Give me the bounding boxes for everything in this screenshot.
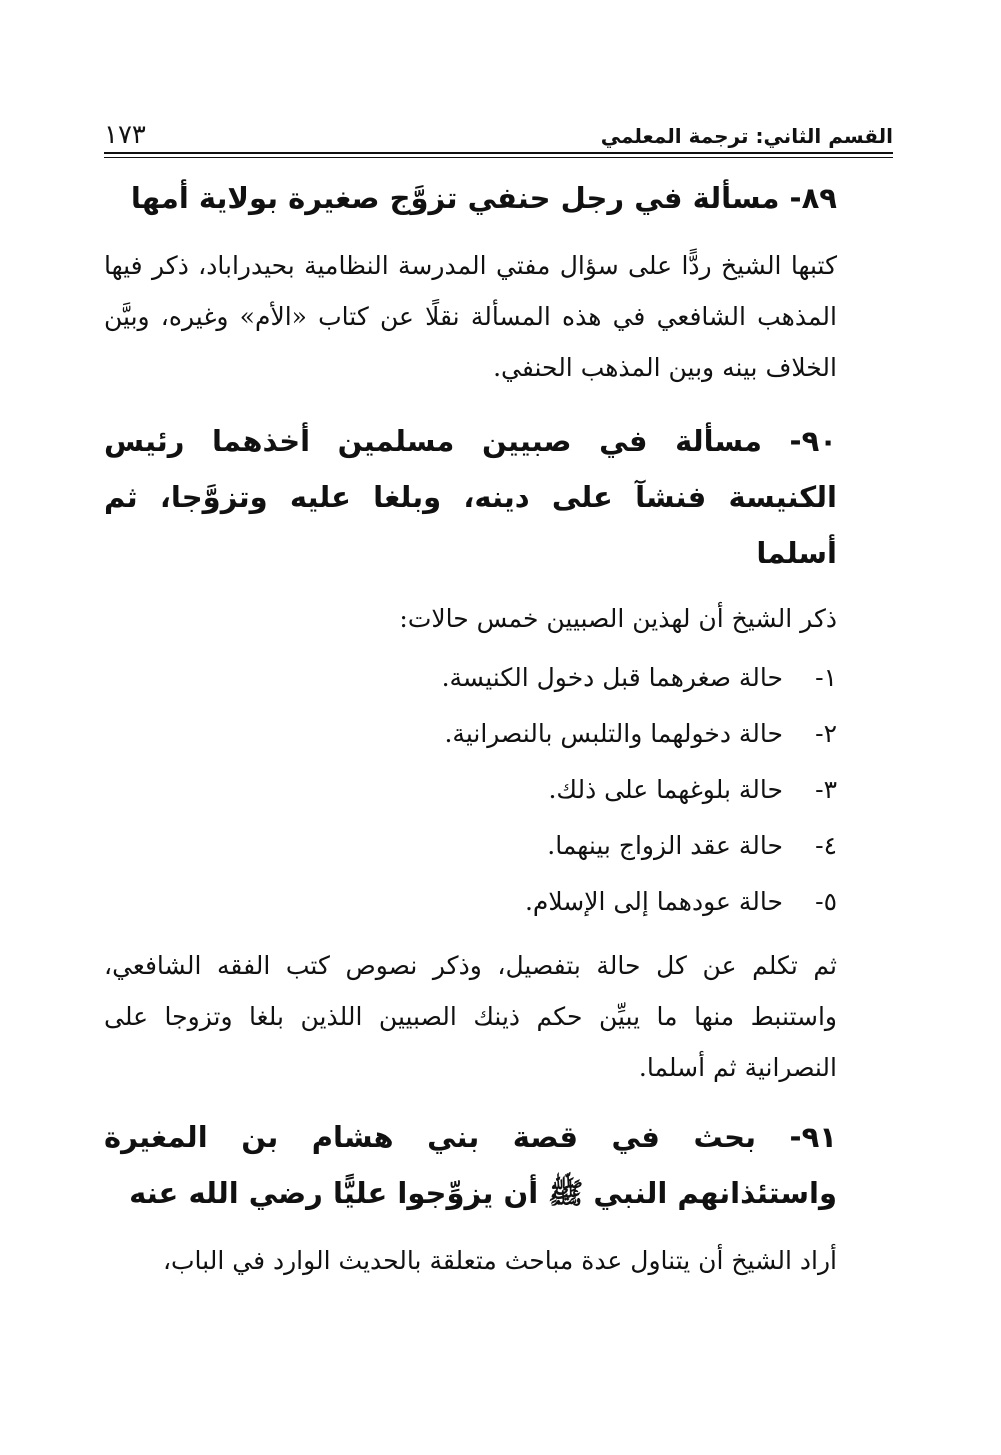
list-item-number: ٤- bbox=[815, 831, 837, 860]
page-content bbox=[104, 170, 837, 1286]
section-paragraph-90: ثم تكلم عن كل حالة بتفصيل، وذكر نصوص كتب الفقه الشافعي، واستنبط منها ما يبيِّن حكم ذينك الصبيين اللذين بلغا وتزوجا على النصرانية ثم أسلما. bbox=[104, 951, 837, 1082]
section-heading-89: ٨٩- مسألة في رجل حنفي تزوَّج صغيرة بولاية أمها bbox=[130, 181, 837, 215]
running-title: القسم الثاني: ترجمة المعلمي bbox=[600, 124, 893, 148]
list-item-text: حالة عقد الزواج بينهما. bbox=[547, 831, 783, 860]
list-item-number: ١- bbox=[815, 663, 837, 692]
section-heading-91: ٩١- بحث في قصة بني هشام بن المغيرة واستئذانهم النبي ﷺ أن يزوِّجوا عليًّا رضي الله عنه bbox=[104, 1120, 837, 1210]
list-item bbox=[104, 650, 837, 706]
list-item-number: ٢- bbox=[815, 719, 837, 748]
list-item-number: ٣- bbox=[815, 775, 837, 804]
page-number: ١٧٣ bbox=[104, 120, 146, 150]
section-heading-90: ٩٠- مسألة في صبيين مسلمين أخذهما رئيس الكنيسة فنشآ على دينه، وبلغا عليه وتزوَّجا، ثم أسلما bbox=[104, 424, 837, 570]
running-header bbox=[104, 112, 893, 154]
list-item bbox=[104, 818, 837, 874]
section-paragraph-91: أراد الشيخ أن يتناول عدة مباحث متعلقة بالحديث الوارد في الباب، bbox=[162, 1246, 837, 1275]
section-paragraph-89: كتبها الشيخ ردًّا على سؤال مفتي المدرسة النظامية بحيدراباد، ذكر فيها المذهب الشافعي في هذه المسألة نقلًا عن كتاب «الأم» وغيره، وبيَّن الخلاف بينه وبين المذهب الحنفي. bbox=[104, 251, 837, 382]
list-item-number: ٥- bbox=[815, 887, 837, 916]
cases-list bbox=[104, 650, 837, 930]
list-item bbox=[104, 706, 837, 762]
section-intro-90: ذكر الشيخ أن لهذين الصبيين خمس حالات: bbox=[399, 604, 837, 633]
list-item-text: حالة عودهما إلى الإسلام. bbox=[524, 887, 783, 916]
list-item bbox=[104, 762, 837, 818]
list-item-text: حالة بلوغهما على ذلك. bbox=[548, 775, 783, 804]
list-item bbox=[104, 874, 837, 930]
list-item-text: حالة صغرهما قبل دخول الكنيسة. bbox=[441, 663, 783, 692]
list-item-text: حالة دخولهما والتلبس بالنصرانية. bbox=[444, 719, 783, 748]
